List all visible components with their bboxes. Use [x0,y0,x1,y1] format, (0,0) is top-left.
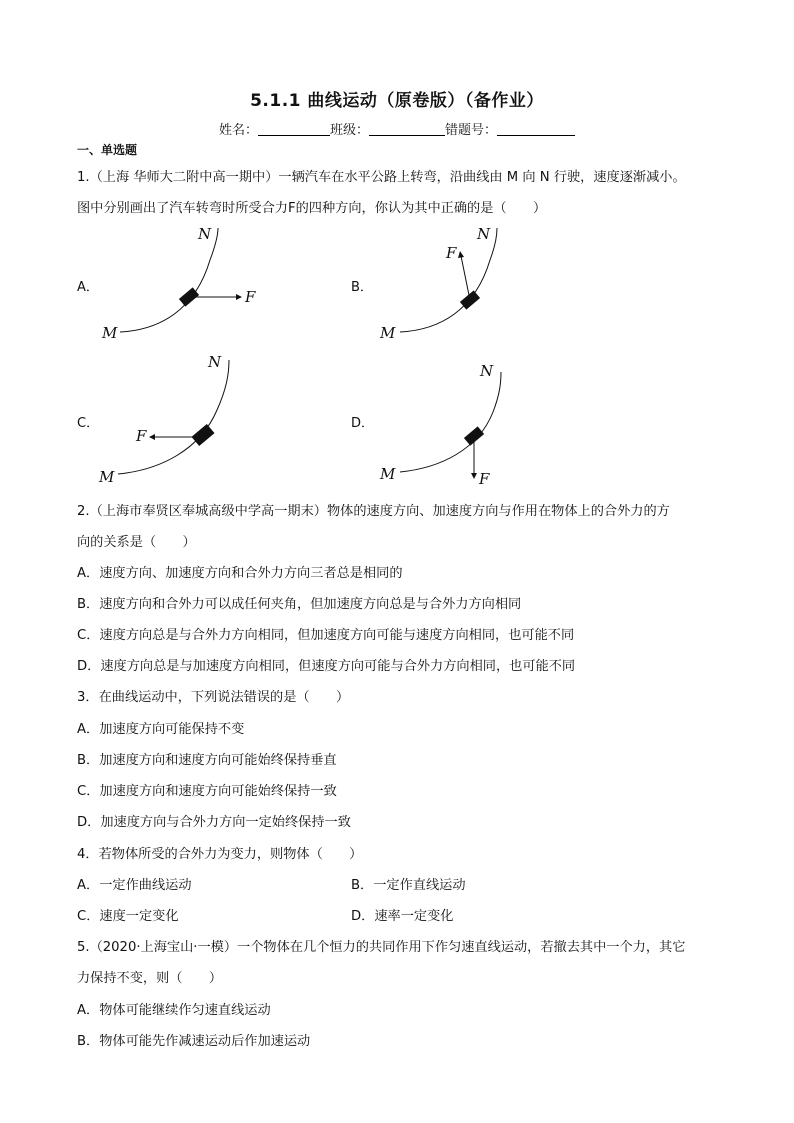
q1-option-b-label: B． [351,280,373,295]
start-label: M [102,324,118,342]
q4-option-b[interactable]: B．一定作直线运动 [351,878,466,893]
q5-stem-line2: 力保持不变，则（ ） [77,971,223,986]
q4-option-c[interactable]: C．速度一定变化 [77,909,179,924]
force-label: F [136,427,147,445]
name-label: 姓名： [218,123,258,138]
q4-option-a[interactable]: A．一定作曲线运动 [77,878,192,893]
class-label: 班级： [329,123,369,138]
q4-stem: 4．若物体所受的合外力为变力，则物体（ ） [77,847,363,862]
page-title: 5.1.1 曲线运动（原卷版）（备作业） [250,91,544,111]
start-label: M [380,465,396,483]
arrowhead [471,473,477,479]
end-label: N [477,225,491,243]
q3-option-b[interactable]: B．加速度方向和速度方向可能始终保持垂直 [77,753,337,768]
q2-option-a[interactable]: A．速度方向、加速度方向和合外力方向三者总是相同的 [77,566,403,581]
force-label: F [479,470,490,488]
q3-option-a[interactable]: A．加速度方向可能保持不变 [77,722,245,737]
q1-stem-line2: 图中分别画出了汽车转弯时所受合力F的四种方向，你认为其中正确的是（ ） [77,201,547,216]
q1-option-c-label: C． [77,416,100,431]
section-title: 一、单选题 [77,143,138,157]
q2-stem-line2: 向的关系是（ ） [77,535,196,550]
q2-stem-line1: 2.（上海市奉贤区奉城高级中学高一期末）物体的速度方向、加速度方向与作用在物体上的合外力的方 [77,504,670,519]
q5-stem-line1: 5.（2020·上海宝山·一模）一个物体在几个恒力的共同作用下作匀速直线运动，若撤去其中一个力，其它 [77,940,686,955]
q1-option-a-label: A． [77,280,99,295]
q2-option-b[interactable]: B．速度方向和合外力可以成任何夹角，但加速度方向总是与合外力方向相同 [77,597,522,612]
q2-option-c[interactable]: C．速度方向总是与合外力方向相同，但加速度方向可能与速度方向相同，也可能不同 [77,628,575,643]
start-label: M [99,468,115,486]
q5-option-a[interactable]: A．物体可能继续作匀速直线运动 [77,1003,271,1018]
errors-label: 错题号： [445,123,498,138]
q1-option-d-label: D． [351,416,375,431]
q3-option-c[interactable]: C．加速度方向和速度方向可能始终保持一致 [77,784,337,799]
q4-option-d[interactable]: D．速率一定变化 [351,909,454,924]
curve-path [400,372,501,472]
q3-stem: 3．在曲线运动中，下列说法错误的是（ ） [77,690,350,705]
end-label: N [208,353,222,371]
q5-option-b[interactable]: B．物体可能先作减速运动后作加速运动 [77,1034,311,1049]
q1-stem-line1: 1.（上海 华师大二附中高一期中）一辆汽车在水平公路上转弯，沿曲线由 M 向 N 行驶，速度逐渐减小。 [77,170,686,185]
end-label: N [198,225,212,243]
start-label: M [380,324,396,342]
q2-option-d[interactable]: D．速度方向总是与加速度方向相同，但速度方向可能与合外力方向相同，也可能不同 [77,659,576,674]
q3-option-d[interactable]: D．加速度方向与合外力方向一定始终保持一致 [77,815,351,830]
end-label: N [480,362,494,380]
force-label: F [446,244,457,262]
force-label: F [245,288,256,306]
